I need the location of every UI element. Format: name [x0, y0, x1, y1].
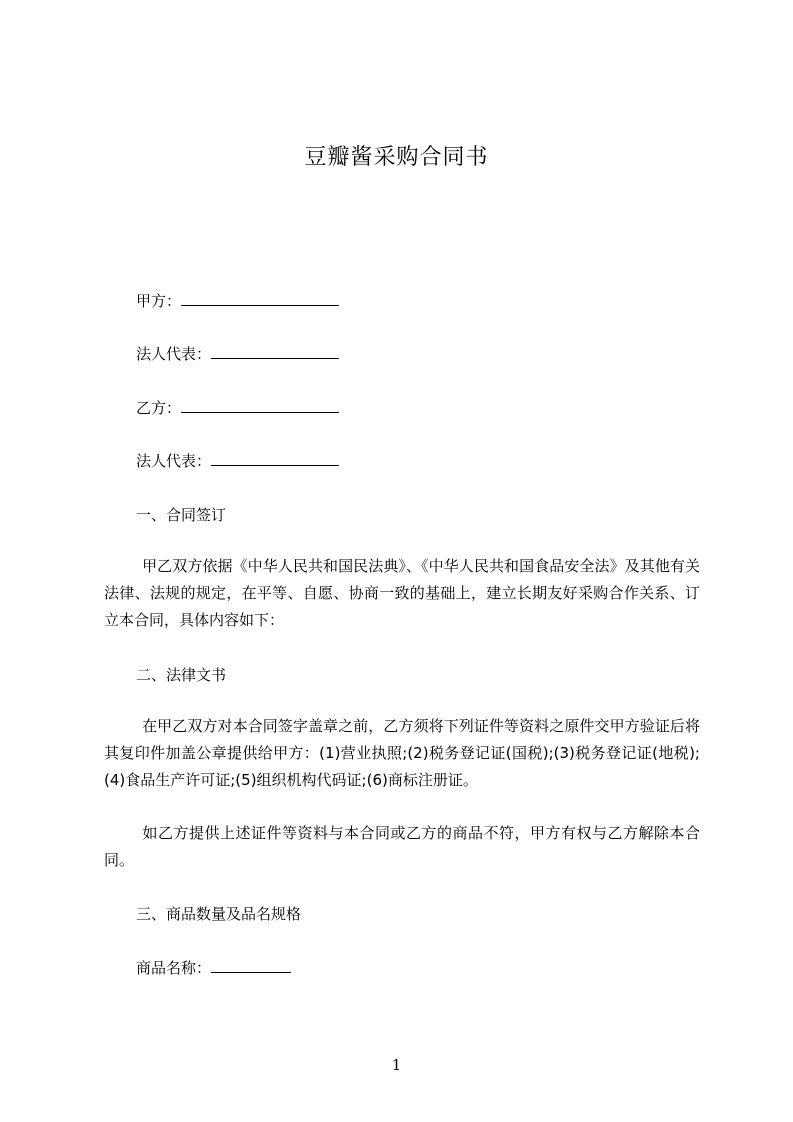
- party-a-rep-blank[interactable]: [211, 344, 339, 359]
- party-a-rep-label: 法人代表：: [136, 345, 212, 363]
- product-name-blank[interactable]: [211, 958, 291, 973]
- section2-heading: 二、法律文书: [136, 666, 227, 684]
- section3-heading: 三、商品数量及品名规格: [136, 905, 302, 923]
- party-a-label: 甲方：: [136, 292, 182, 310]
- page-number: 1: [391, 1056, 402, 1074]
- section1-heading: 一、合同签订: [136, 506, 227, 524]
- product-name-line: [136, 958, 291, 978]
- party-b-rep-line: [136, 451, 339, 471]
- party-b-rep-label: 法人代表：: [136, 452, 212, 470]
- party-b-blank[interactable]: [181, 398, 339, 413]
- section2-paragraph-2: [104, 820, 700, 874]
- section2-paragraph-1: [104, 713, 700, 794]
- section1-paragraph: [104, 553, 700, 634]
- party-a-rep-line: [136, 344, 339, 364]
- party-a-line: [136, 291, 339, 311]
- party-b-line: [136, 398, 339, 418]
- section1-paragraph-text: 甲乙双方依据《中华人民共和国民法典》、《中华人民共和国食品安全法》及其他有关法律、法规的规定，在平等、自愿、协商一致的基础上，建立长期友好采购合作关系、订立本合同，具体内容如下：: [104, 557, 700, 629]
- party-a-blank[interactable]: [181, 291, 339, 306]
- party-b-label: 乙方：: [136, 399, 182, 417]
- section2-paragraph-2-text: 如乙方提供上述证件等资料与本合同或乙方的商品不符，甲方有权与乙方解除本合同。: [104, 824, 700, 869]
- party-b-rep-blank[interactable]: [211, 451, 339, 466]
- product-name-label: 商品名称：: [136, 959, 212, 977]
- document-title: 豆瓣酱采购合同书: [304, 145, 489, 170]
- section2-paragraph-1-text: 在甲乙双方对本合同签字盖章之前，乙方须将下列证件等资料之原件交甲方验证后将其复印件加盖公章提供给甲方：(1)营业执照;(2)税务登记证(国税);(3)税务登记证(地税);(4)食品生产许可证;(5)组织机构代码证;(6)商标注册证。: [104, 717, 700, 789]
